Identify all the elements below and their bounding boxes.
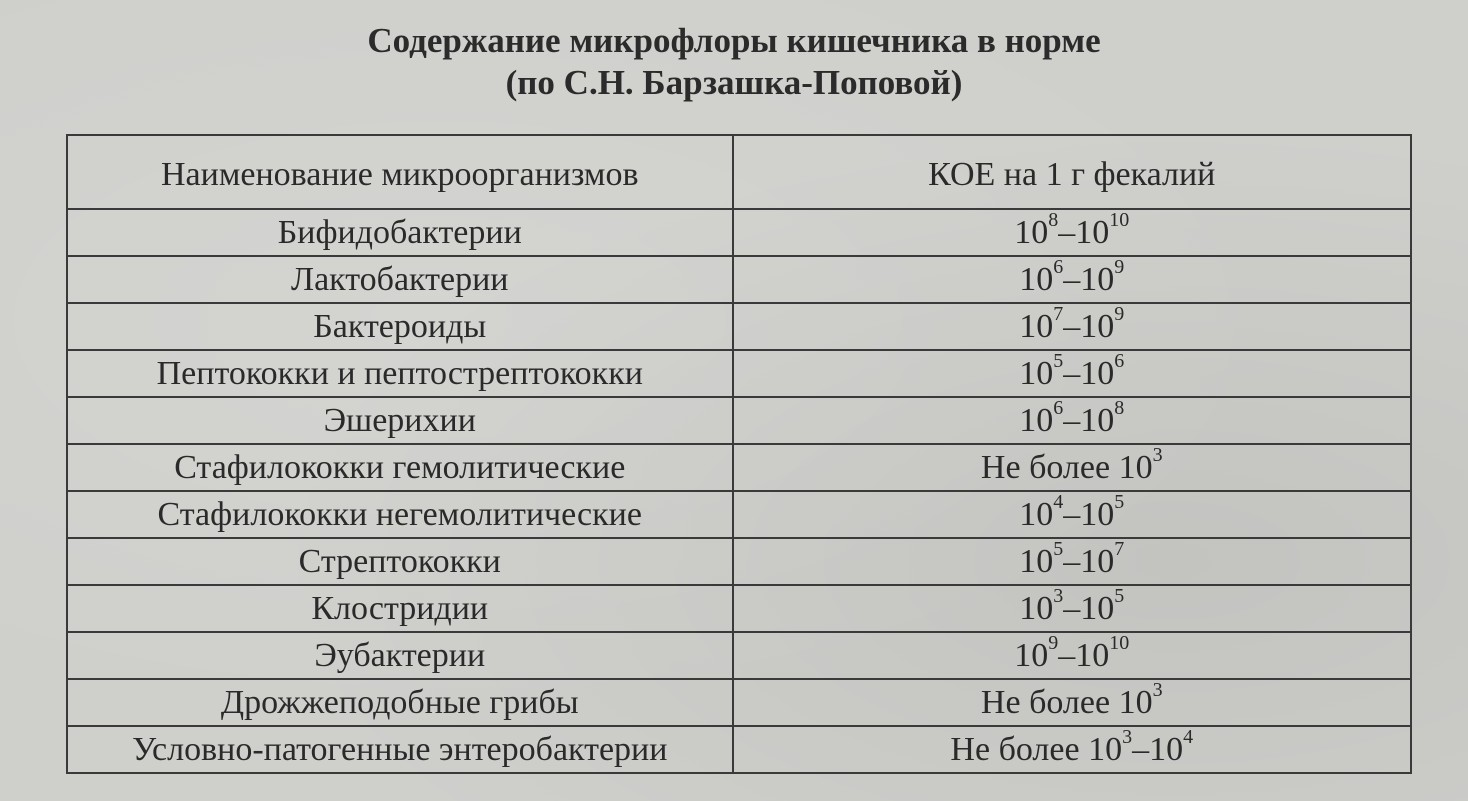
value-base-low: 10	[1014, 636, 1049, 674]
value-exponent-high: 6	[1114, 350, 1125, 373]
value-exponent-low: 8	[1048, 209, 1059, 232]
range-dash: –	[1063, 354, 1081, 392]
value-exponent-high: 10	[1109, 632, 1130, 655]
cfu-value-cell	[733, 679, 1411, 726]
table-row	[67, 444, 1411, 491]
value-base-low: 10	[1019, 495, 1054, 533]
header-cfu-per-gram: КОЕ на 1 г фекалий	[733, 135, 1411, 209]
cfu-value-cell	[733, 726, 1411, 773]
cfu-value-cell	[733, 350, 1411, 397]
range-dash: –	[1063, 542, 1081, 580]
range-dash: –	[1063, 495, 1081, 533]
value-base-low: 10	[1019, 589, 1054, 627]
value-base-high: 10	[1075, 636, 1110, 674]
range-dash: –	[1058, 636, 1076, 674]
value-base-low: 10	[1118, 448, 1153, 486]
value-base-high: 10	[1080, 260, 1115, 298]
value-base-high: 10	[1080, 589, 1115, 627]
value-exponent-low: 3	[1053, 585, 1064, 608]
value-exponent-low: 4	[1053, 491, 1064, 514]
cfu-value-cell	[733, 632, 1411, 679]
value-exponent-high: 9	[1114, 256, 1125, 279]
microorganism-name-cell: Лактобактерии	[67, 256, 733, 303]
value-base-high: 10	[1080, 495, 1115, 533]
table-row	[67, 491, 1411, 538]
header-microorganism-name: Наименование микроорганизмов	[67, 135, 733, 209]
table-row	[67, 632, 1411, 679]
microorganism-name-cell: Бифидобактерии	[67, 209, 733, 256]
value-exponent-high: 8	[1114, 397, 1125, 420]
microorganism-name-cell: Клостридии	[67, 585, 733, 632]
value-exponent-high: 9	[1114, 303, 1125, 326]
value-prefix: Не более	[980, 683, 1119, 721]
microorganism-name-cell: Бактероиды	[67, 303, 733, 350]
table-row	[67, 538, 1411, 585]
range-dash: –	[1058, 213, 1076, 251]
microorganism-name-cell: Дрожжеподобные грибы	[67, 679, 733, 726]
value-base-low: 10	[1118, 683, 1153, 721]
table-body	[67, 209, 1411, 773]
table-row	[67, 256, 1411, 303]
cfu-value-cell	[733, 209, 1411, 256]
microorganism-name-cell: Условно-патогенные энтеробактерии	[67, 726, 733, 773]
value-base-low: 10	[1014, 213, 1049, 251]
range-dash: –	[1063, 260, 1081, 298]
value-exponent-low: 6	[1053, 256, 1064, 279]
cfu-value-cell	[733, 538, 1411, 585]
value-prefix: Не более	[950, 730, 1089, 768]
cfu-value-cell	[733, 256, 1411, 303]
value-prefix: Не более	[980, 448, 1119, 486]
value-base-low: 10	[1019, 260, 1054, 298]
value-base-high: 10	[1080, 354, 1115, 392]
value-base-low: 10	[1019, 307, 1054, 345]
value-exponent-low: 5	[1053, 350, 1064, 373]
value-exponent-high: 5	[1114, 585, 1125, 608]
value-exponent-high: 7	[1114, 538, 1125, 561]
cfu-value-cell	[733, 585, 1411, 632]
table-row	[67, 350, 1411, 397]
value-exponent-low: 5	[1053, 538, 1064, 561]
range-dash: –	[1063, 589, 1081, 627]
value-base-high: 10	[1075, 213, 1110, 251]
microorganism-name-cell: Эшерихии	[67, 397, 733, 444]
value-exponent-high: 5	[1114, 491, 1125, 514]
value-base-high: 10	[1149, 730, 1184, 768]
value-exponent-high: 10	[1109, 209, 1130, 232]
table-row	[67, 397, 1411, 444]
value-base-low: 10	[1019, 401, 1054, 439]
title-line-1: Содержание микрофлоры кишечника в норме	[367, 21, 1101, 60]
range-dash: –	[1063, 307, 1081, 345]
cfu-value-cell	[733, 444, 1411, 491]
value-base-low: 10	[1088, 730, 1123, 768]
table-row	[67, 726, 1411, 773]
table-row	[67, 303, 1411, 350]
microorganism-name-cell: Стафилококки гемолитические	[67, 444, 733, 491]
value-exponent-low: 9	[1048, 632, 1059, 655]
value-exponent-low: 6	[1053, 397, 1064, 420]
page-title	[0, 20, 1468, 104]
table-header-row	[67, 135, 1411, 209]
value-exponent-high: 4	[1183, 726, 1194, 749]
microorganism-name-cell: Пептококки и пептострептококки	[67, 350, 733, 397]
title-line-2: (по С.Н. Барзашка-Поповой)	[505, 63, 963, 102]
cfu-value-cell	[733, 397, 1411, 444]
cfu-value-cell	[733, 303, 1411, 350]
range-dash: –	[1132, 730, 1150, 768]
value-base-high: 10	[1080, 542, 1115, 580]
value-base-low: 10	[1019, 354, 1054, 392]
table-row	[67, 585, 1411, 632]
value-exponent-low: 3	[1152, 679, 1163, 702]
value-exponent-low: 7	[1053, 303, 1064, 326]
microorganism-name-cell: Стрептококки	[67, 538, 733, 585]
table-row	[67, 209, 1411, 256]
value-base-low: 10	[1019, 542, 1054, 580]
value-base-high: 10	[1080, 401, 1115, 439]
microorganism-name-cell: Стафилококки негемолитические	[67, 491, 733, 538]
microorganism-name-cell: Эубактерии	[67, 632, 733, 679]
value-exponent-low: 3	[1152, 444, 1163, 467]
value-exponent-low: 3	[1122, 726, 1133, 749]
value-base-high: 10	[1080, 307, 1115, 345]
cfu-value-cell	[733, 491, 1411, 538]
microflora-table	[66, 134, 1412, 774]
table-row	[67, 679, 1411, 726]
range-dash: –	[1063, 401, 1081, 439]
